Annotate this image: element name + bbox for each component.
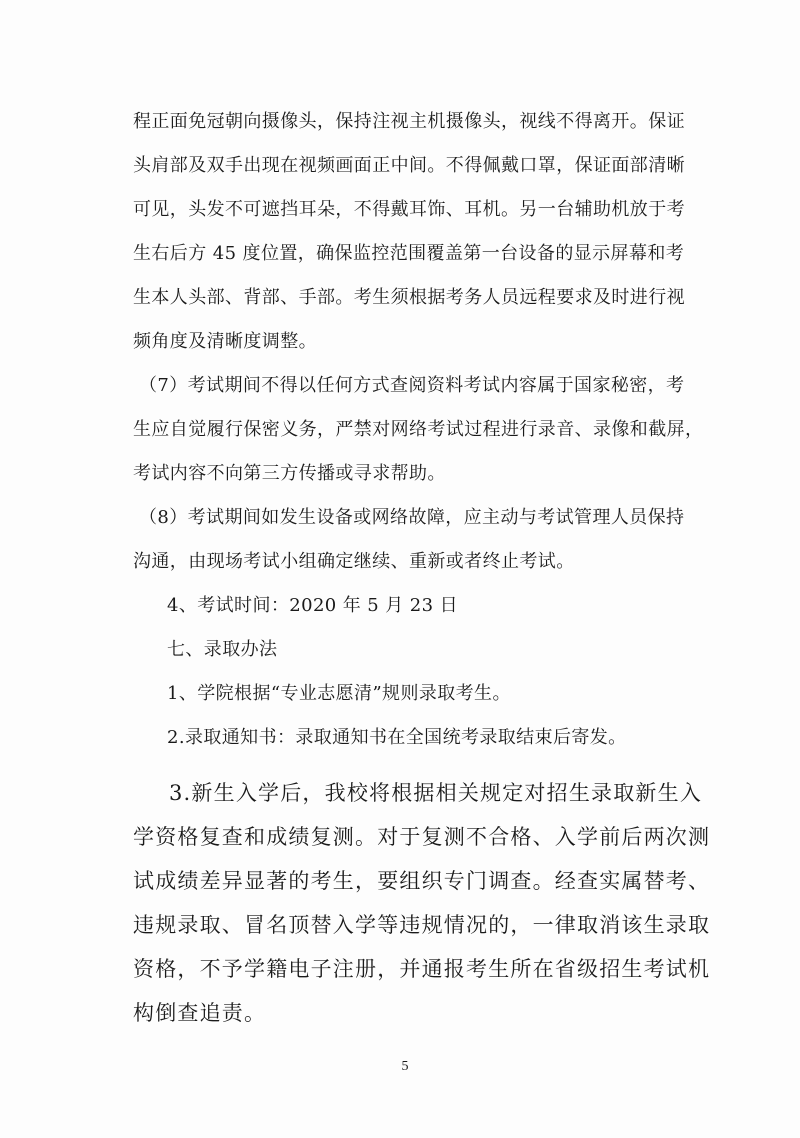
paragraph-line-5: 生本人头部、背部、手部。考生须根据考务人员远程要求及时进行视 xyxy=(133,287,685,308)
paragraph-line-10: （8）考试期间如发生设备或网络故障，应主动与考试管理人员保持 xyxy=(139,507,685,528)
admission-item-2: 2.录取通知书：录取通知书在全国统考录取结束后寄发。 xyxy=(167,727,627,748)
admission-item-3-line-5: 资格，不予学籍电子注册，并通报考生所在省级招生考试机 xyxy=(133,957,711,981)
admission-item-3-line-6: 构倒查追责。 xyxy=(133,1001,267,1025)
paragraph-line-7: （7）考试期间不得以任何方式查阅资料考试内容属于国家秘密，考 xyxy=(139,375,685,396)
page-number: 5 xyxy=(401,1059,409,1074)
paragraph-line-2: 头肩部及双手出现在视频画面正中间。不得佩戴口罩，保证面部清晰 xyxy=(133,155,685,176)
admission-item-3-line-1: 3.新生入学后，我校将根据相关规定对招生录取新生入 xyxy=(169,781,703,805)
paragraph-line-9: 考试内容不向第三方传播或寻求帮助。 xyxy=(133,463,446,484)
paragraph-line-3: 可见，头发不可遮挡耳朵，不得戴耳饰、耳机。另一台辅助机放于考 xyxy=(133,199,685,220)
exam-time-line: 4、考试时间：2020 年 5 月 23 日 xyxy=(167,595,459,616)
admission-item-3-line-2: 学资格复查和成绩复测。对于复测不合格、入学前后两次测 xyxy=(133,825,711,849)
paragraph-line-1: 程正面免冠朝向摄像头，保持注视主机摄像头，视线不得离开。保证 xyxy=(133,111,685,132)
admission-item-3-line-3: 试成绩差异显著的考生，要组织专门调查。经查实属替考、 xyxy=(133,869,711,893)
paragraph-line-6: 频角度及清晰度调整。 xyxy=(133,331,317,352)
paragraph-line-8: 生应自觉履行保密义务，严禁对网络考试过程进行录音、录像和截屏， xyxy=(133,419,704,440)
admission-item-1: 1、学院根据“专业志愿清”规则录取考生。 xyxy=(167,683,511,704)
admission-item-3-line-4: 违规录取、冒名顶替入学等违规情况的，一律取消该生录取 xyxy=(133,913,711,937)
paragraph-line-11: 沟通，由现场考试小组确定继续、重新或者终止考试。 xyxy=(133,551,575,572)
section-heading-admission: 七、录取办法 xyxy=(167,639,278,660)
paragraph-line-4: 生右后方 45 度位置，确保监控范围覆盖第一台设备的显示屏幕和考 xyxy=(133,243,685,264)
